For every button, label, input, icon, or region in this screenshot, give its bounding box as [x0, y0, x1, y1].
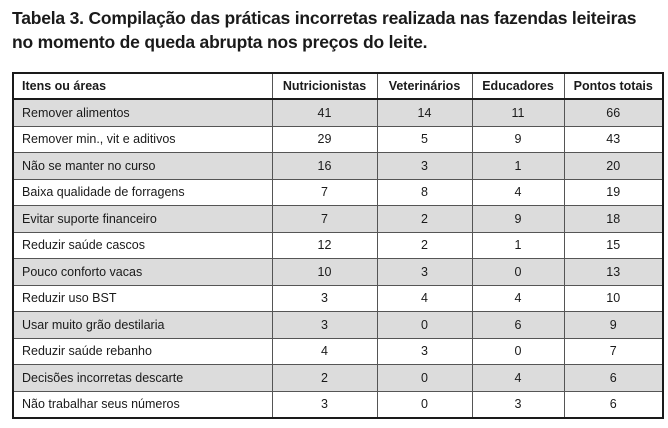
- value-cell: 43: [564, 126, 663, 153]
- value-cell: 11: [472, 99, 564, 126]
- value-cell: 3: [472, 391, 564, 418]
- value-cell: 2: [377, 206, 472, 233]
- value-cell: 3: [377, 338, 472, 365]
- table-caption: [12, 6, 662, 54]
- item-cell: Não trabalhar seus números: [13, 391, 272, 418]
- table-row: [13, 365, 663, 392]
- item-cell: Reduzir saúde cascos: [13, 232, 272, 259]
- value-cell: 6: [564, 365, 663, 392]
- value-cell: 4: [272, 338, 377, 365]
- table-row: [13, 206, 663, 233]
- item-cell: Evitar suporte financeiro: [13, 206, 272, 233]
- table-row: [13, 126, 663, 153]
- value-cell: 9: [564, 312, 663, 339]
- header-cell: Educadores: [472, 73, 564, 99]
- item-cell: Reduzir uso BST: [13, 285, 272, 312]
- header-cell: Itens ou áreas: [13, 73, 272, 99]
- value-cell: 29: [272, 126, 377, 153]
- header-row: [13, 73, 663, 99]
- item-cell: Baixa qualidade de forragens: [13, 179, 272, 206]
- value-cell: 4: [472, 179, 564, 206]
- value-cell: 0: [377, 312, 472, 339]
- table-row: [13, 153, 663, 180]
- item-cell: Usar muito grão destilaria: [13, 312, 272, 339]
- value-cell: 20: [564, 153, 663, 180]
- value-cell: 0: [377, 391, 472, 418]
- value-cell: 6: [472, 312, 564, 339]
- value-cell: 0: [377, 365, 472, 392]
- value-cell: 4: [472, 365, 564, 392]
- table-row: [13, 232, 663, 259]
- value-cell: 2: [272, 365, 377, 392]
- caption-line-2: no momento de queda abrupta nos preços do leite.: [12, 32, 428, 52]
- value-cell: 19: [564, 179, 663, 206]
- value-cell: 3: [377, 259, 472, 286]
- value-cell: 41: [272, 99, 377, 126]
- value-cell: 3: [377, 153, 472, 180]
- value-cell: 8: [377, 179, 472, 206]
- value-cell: 7: [564, 338, 663, 365]
- table-row: [13, 259, 663, 286]
- table-body: [13, 99, 663, 418]
- table-row: [13, 312, 663, 339]
- value-cell: 4: [377, 285, 472, 312]
- table-row: [13, 179, 663, 206]
- value-cell: 0: [472, 338, 564, 365]
- value-cell: 2: [377, 232, 472, 259]
- table-row: [13, 99, 663, 126]
- value-cell: 7: [272, 179, 377, 206]
- header-cell: Veterinários: [377, 73, 472, 99]
- value-cell: 12: [272, 232, 377, 259]
- table-row: [13, 285, 663, 312]
- table-row: [13, 338, 663, 365]
- value-cell: 5: [377, 126, 472, 153]
- value-cell: 3: [272, 312, 377, 339]
- item-cell: Remover alimentos: [13, 99, 272, 126]
- header-cell: Pontos totais: [564, 73, 663, 99]
- value-cell: 9: [472, 126, 564, 153]
- table-row: [13, 391, 663, 418]
- caption-line-1: Tabela 3. Compilação das práticas incorretas realizada nas fazendas leiteiras: [12, 8, 637, 28]
- value-cell: 13: [564, 259, 663, 286]
- value-cell: 1: [472, 232, 564, 259]
- value-cell: 0: [472, 259, 564, 286]
- value-cell: 7: [272, 206, 377, 233]
- item-cell: Reduzir saúde rebanho: [13, 338, 272, 365]
- value-cell: 3: [272, 391, 377, 418]
- value-cell: 14: [377, 99, 472, 126]
- value-cell: 66: [564, 99, 663, 126]
- value-cell: 9: [472, 206, 564, 233]
- value-cell: 4: [472, 285, 564, 312]
- item-cell: Não se manter no curso: [13, 153, 272, 180]
- header-cell: Nutricionistas: [272, 73, 377, 99]
- item-cell: Remover min., vit e aditivos: [13, 126, 272, 153]
- value-cell: 6: [564, 391, 663, 418]
- value-cell: 18: [564, 206, 663, 233]
- value-cell: 16: [272, 153, 377, 180]
- value-cell: 1: [472, 153, 564, 180]
- item-cell: Pouco conforto vacas: [13, 259, 272, 286]
- value-cell: 10: [564, 285, 663, 312]
- item-cell: Decisões incorretas descarte: [13, 365, 272, 392]
- value-cell: 10: [272, 259, 377, 286]
- value-cell: 15: [564, 232, 663, 259]
- practices-table: [12, 72, 664, 419]
- value-cell: 3: [272, 285, 377, 312]
